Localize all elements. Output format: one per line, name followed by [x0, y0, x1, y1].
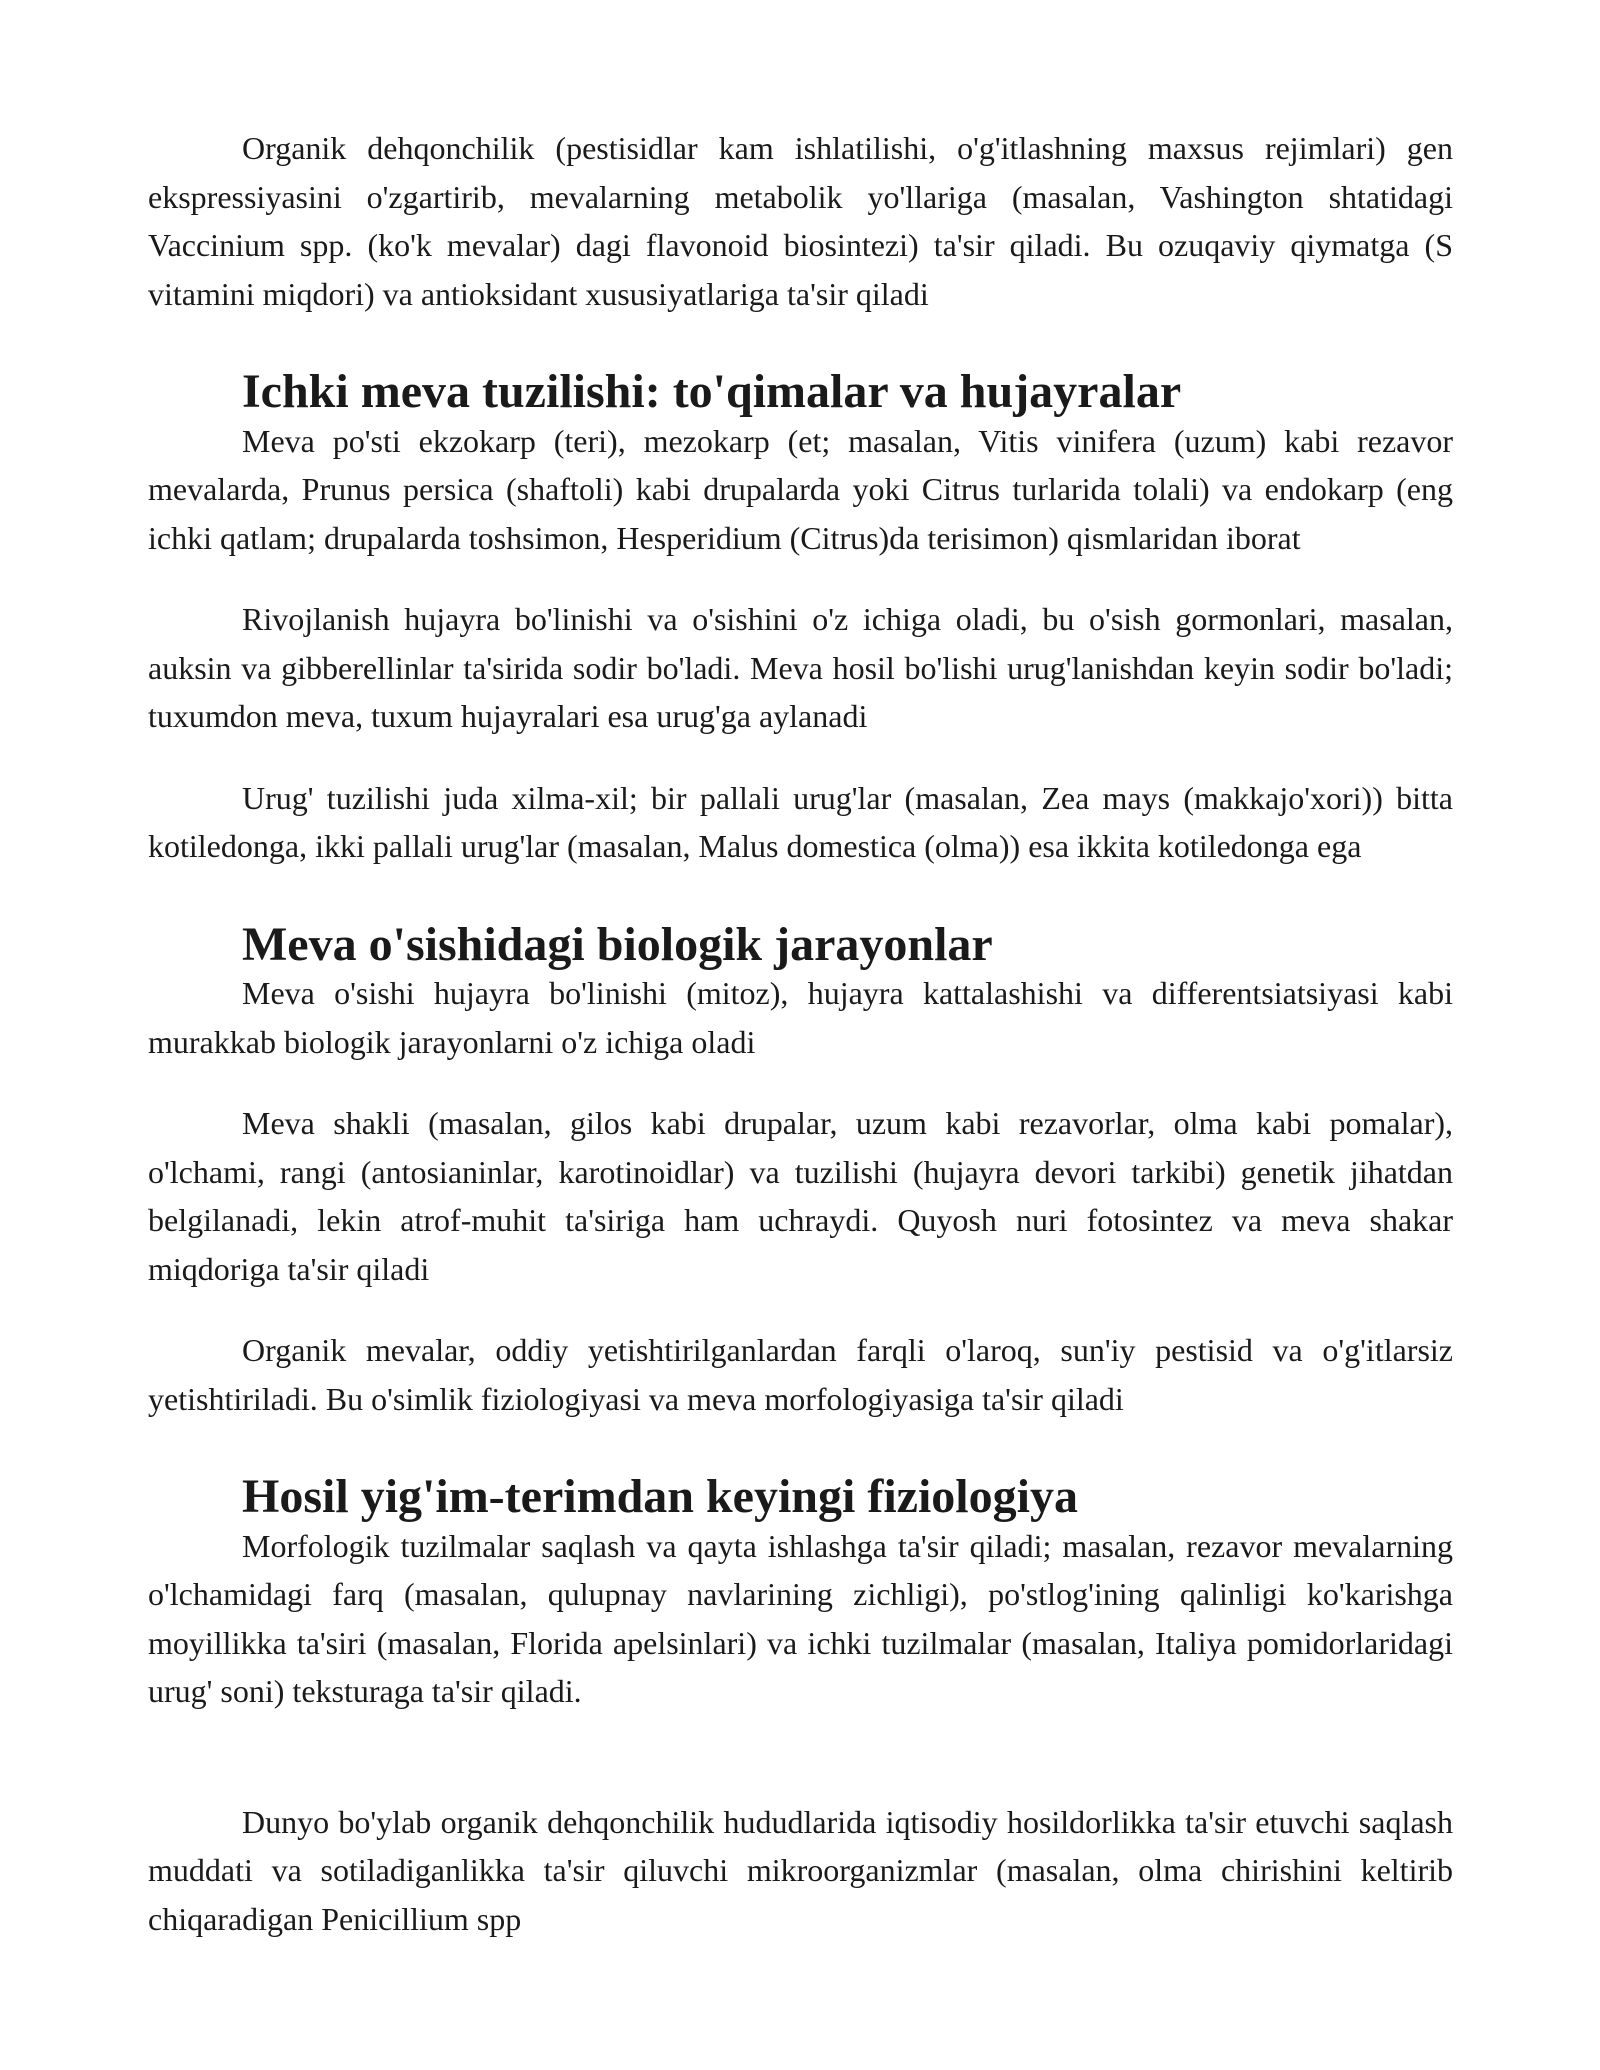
paragraph-fruit-growth-processes: Meva o'sishi hujayra bo'linishi (mitoz), hujayra kattalashishi va differentsiatsiyasi kabi murakkab biologik jarayonlarni o'z ichiga oladi	[148, 975, 1453, 1060]
paragraph-organic-fruits: Organik mevalar, oddiy yetishtirilganlardan farqli o'laroq, sun'iy pestisid va o'g'itlarsiz yetishtiriladi. Bu o'simlik fiziologiyasi va meva morfologiyasiga ta'sir qiladi	[148, 1332, 1453, 1417]
paragraph-seed-structure: Urug' tuzilishi juda xilma-xil; bir pallali urug'lar (masalan, Zea mays (makkajo'xori)) bitta kotiledonga, ikki pallali urug'lar (masalan, Malus domestica (olma)) esa ikkita kotiledonga ega	[148, 779, 1453, 864]
paragraph-morphological-structures: Morfologik tuzilmalar saqlash va qayta ishlashga ta'sir qiladi; masalan, rezavor mevalarning o'lchamidagi farq (masalan, qulupnay navlarining zichligi), po'stlog'ining qalinligi ko'karishga moyillikka ta'siri (masalan, Florida apelsinlari) va ichki tuzilmalar (masalan, Italiya pomidorlaridagi urug' soni) teksturaga ta'sir qiladi.	[148, 1527, 1453, 1709]
paragraph-fruit-pericarp: Meva po'sti ekzokarp (teri), mezokarp (et; masalan, Vitis vinifera (uzum) kabi rezavor mevalarda, Prunus persica (shaftoli) kabi drupalarda yoki Citrus turlarida tolali) va endokarp (eng ichki qatlam; drupalarda toshsimon, Hesperidium (Citrus)da terisimon) qismlaridan iborat	[148, 422, 1453, 556]
paragraph-microorganisms-storage: Dunyo bo'ylab organik dehqonchilik hududlarida iqtisodiy hosildorlikka ta'sir etuvchi saqlash muddati va sotiladiganlikka ta'sir qiluvchi mikroorganizmlar (masalan, olma chirishini keltirib chiqaradigan Penicillium spp	[148, 1803, 1453, 1937]
paragraph-fruit-development: Rivojlanish hujayra bo'linishi va o'sishini o'z ichiga oladi, bu o'sish gormonlari, masalan, auksin va gibberellinlar ta'sirida sodir bo'ladi. Meva hosil bo'lishi urug'lanishdan keyin sodir bo'ladi; tuxumdon meva, tuxum hujayralari esa urug'ga aylanadi	[148, 601, 1453, 734]
paragraph-fruit-shape-color: Meva shakli (masalan, gilos kabi drupalar, uzum kabi rezavorlar, olma kabi pomalar), o'lchami, rangi (antosianinlar, karotinoidlar) va tuzilishi (hujayra devori tarkibi) genetik jihatdan belgilanadi, lekin atrof-muhit ta'siriga ham uchraydi. Quyosh nuri fotosintez va meva shakar miqdoriga ta'sir qiladi	[148, 1105, 1453, 1287]
document-page	[148, 124, 1453, 1943]
heading-internal-fruit-structure: Ichki meva tuzilishi: to'qimalar va hujayralar	[242, 365, 1182, 418]
paragraph-organic-farming-gene-expression: Organik dehqonchilik (pestisidlar kam ishlatilishi, o'g'itlashning maxsus rejimlari) gen ekspressiyasini o'zgartirib, mevalarning metabolik yo'llariga (masalan, Vashington shtatidagi Vaccinium spp. (ko'k mevalar) dagi flavonoid biosintezi) ta'sir qiladi. Bu ozuqaviy qiymatga (S vitamini miqdori) va antioksidant xususiyatlariga ta'sir qiladi	[148, 130, 1453, 312]
heading-biological-processes: Meva o'sishidagi biologik jarayonlar	[242, 917, 993, 971]
heading-postharvest-physiology: Hosil yig'im-terimdan keyingi fiziologiya	[242, 1470, 1078, 1523]
